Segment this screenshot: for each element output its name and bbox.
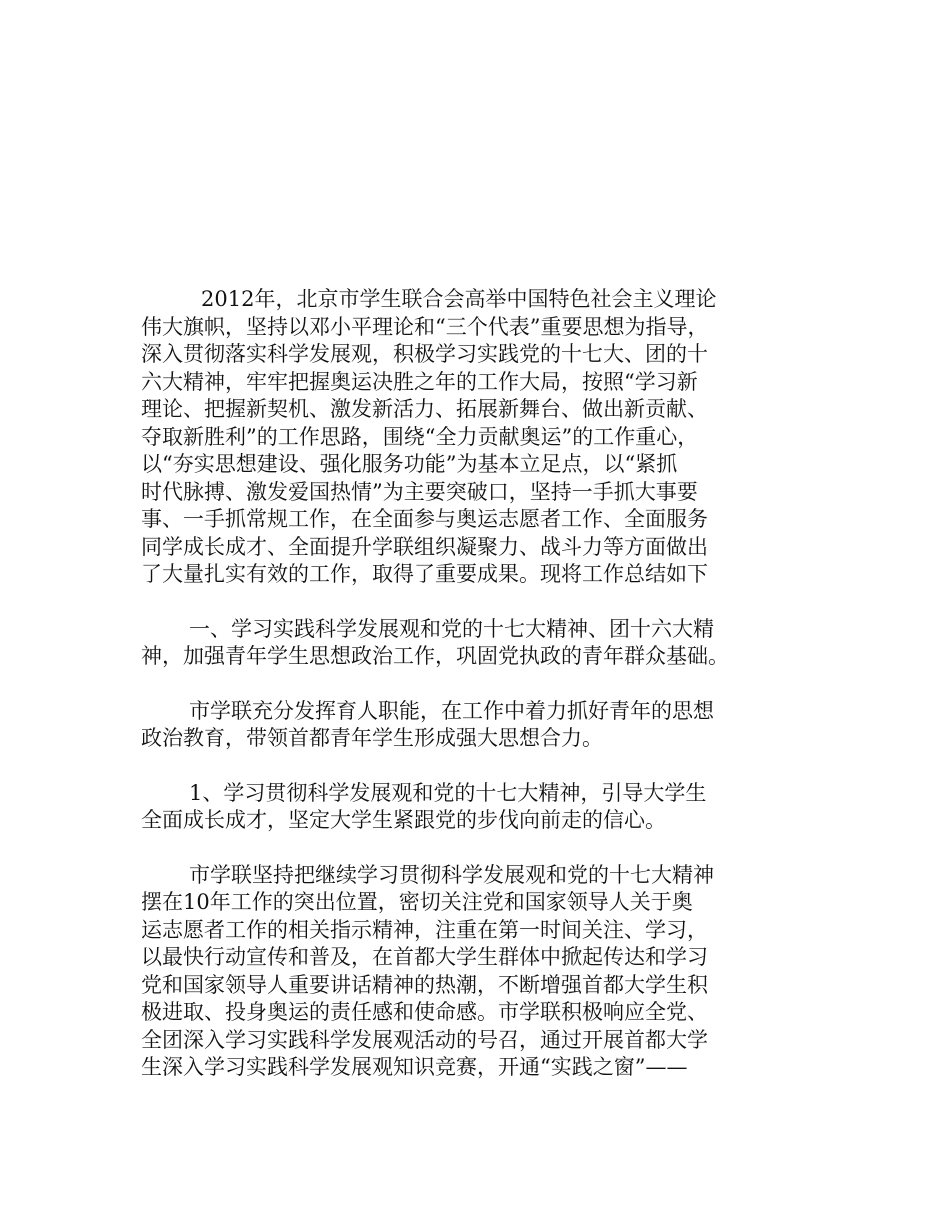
text-line: 党和国家领导人重要讲话精神的热潮，不断增强首都大学生积 [141,972,708,997]
text-line: 1、学习贯彻科学发展观和党的十七大精神，引导大学生 [189,780,707,805]
text-line: 生深入学习实践科学发展观知识竞赛，开通“实践之窗”—— [141,1055,688,1079]
text-line: 伟大旗帜，坚持以邓小平理论和“三个代表”重要思想为指导， [141,314,709,339]
section-heading-1 [141,616,841,671]
paragraph-spacer [141,835,841,862]
paragraph-spacer [141,753,841,780]
subsection-heading-1-1 [141,780,841,835]
paragraph-section-1-intro [141,698,841,753]
paragraph-subsection-1-1-body [141,862,841,1082]
text-line: 理论、把握新契机、激发新活力、拓展新舞台、做出新贡献、 [141,397,708,421]
paragraph-spacer [141,671,841,698]
text-line: 政治教育，带领首都青年学生形成强大思想合力。 [141,726,603,750]
text-line: 同学成长成才、全面提升学联组织凝聚力、战斗力等方面做出 [141,534,708,559]
text-line: 市学联充分发挥育人职能，在工作中着力抓好青年的思想 [189,698,714,723]
text-line: 时代脉搏、激发爱国热情”为主要突破口，坚持一手抓大事要 [141,479,698,504]
text-line: 神，加强青年学生思想政治工作，巩固党执政的青年群众基础。 [141,644,729,668]
text-line: 一、学习实践科学发展观和党的十七大精神、团十六大精 [189,616,714,641]
text-line: 运志愿者工作的相关指示精神，注重在第一时间关注、学习， [141,917,708,942]
text-line: 六大精神，牢牢把握奥运决胜之年的工作大局，按照“学习新 [141,369,698,394]
text-line: 以“夯实思想建设、强化服务功能”为基本立足点，以“紧抓 [141,452,678,476]
paragraph-intro [141,286,841,589]
text-line: 以最快行动宣传和普及，在首都大学生群体中掀起传达和学习 [141,945,708,969]
text-line: 摆在10年工作的突出位置，密切关注党和国家领导人关于奥 [141,890,693,914]
text-line: 全团深入学习实践科学发展观活动的号召，通过开展首都大学 [141,1027,708,1052]
text-line: 市学联坚持把继续学习贯彻科学发展观和党的十七大精神 [189,862,714,887]
text-line: 事、一手抓常规工作，在全面参与奥运志愿者工作、全面服务 [141,507,708,531]
text-line: 2012年，北京市学生联合会高举中国特色社会主义理论 [201,287,717,311]
text-line: 了大量扎实有效的工作，取得了重要成果。现将工作总结如下 [141,562,708,586]
paragraph-spacer [141,589,841,616]
document-page [141,286,841,1082]
text-line: 夺取新胜利”的工作思路，围绕“全力贡献奥运”的工作重心， [141,424,699,449]
text-line: 极进取、投身奥运的责任感和使命感。市学联积极响应全党、 [141,1000,708,1024]
text-line: 全面成长成才，坚定大学生紧跟党的步伐向前走的信心。 [141,808,666,832]
text-line: 深入贯彻落实科学发展观，积极学习实践党的十七大、团的十 [141,342,708,366]
